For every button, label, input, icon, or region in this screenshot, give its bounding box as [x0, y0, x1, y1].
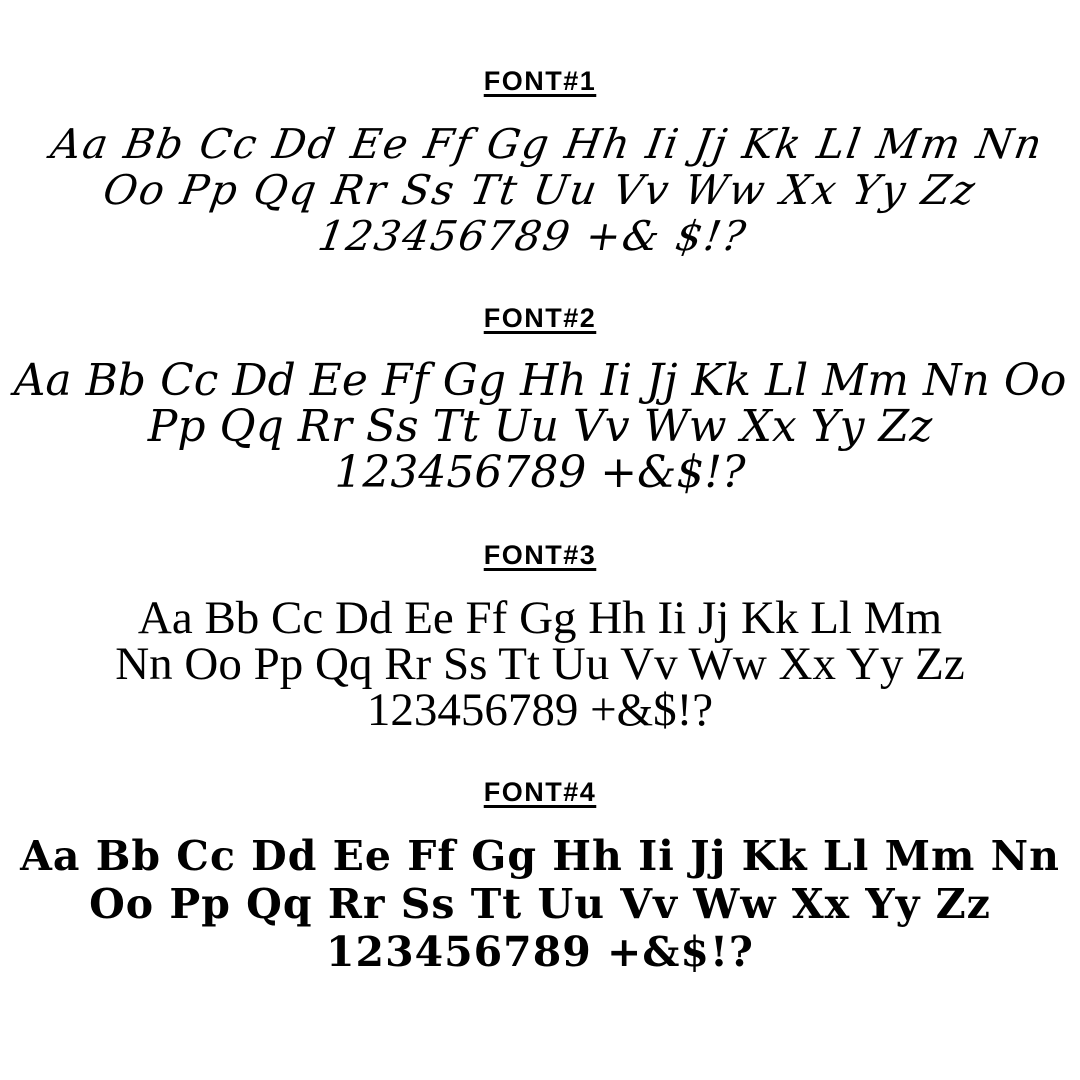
- specimen-line: 123456789 +&$!?: [326, 928, 754, 976]
- specimen-line: Oo Pp Qq Rr Ss Tt Uu Vv Ww Xx Yy Zz: [100, 166, 980, 214]
- font3-specimen: [0, 592, 1080, 736]
- font4-header: FONT#4: [483, 777, 597, 807]
- specimen-line: 123456789 +&$!?: [334, 447, 746, 498]
- specimen-line: Nn Oo Pp Qq Rr Ss Tt Uu Vv Ww Xx Yy Zz: [115, 638, 965, 690]
- font1-specimen: [0, 121, 1080, 259]
- specimen-line: Pp Qq Rr Ss Tt Uu Vv Ww Xx Yy Zz: [147, 401, 933, 452]
- specimen-line: Aa Bb Cc Dd Ee Ff Gg Hh Ii Jj Kk Ll Mm Nn: [20, 832, 1060, 880]
- font-section-4: [0, 777, 1080, 976]
- specimen-line: Aa Bb Cc Dd Ee Ff Gg Hh Ii Jj Kk Ll Mm: [137, 592, 943, 644]
- font3-header: FONT#3: [483, 540, 597, 570]
- font-section-1: [0, 66, 1080, 259]
- specimen-line: 123456789 +&$!?: [366, 684, 714, 736]
- font1-header: FONT#1: [483, 66, 597, 96]
- specimen-line: 123456789 +& $!?: [314, 212, 751, 260]
- font-section-2: [0, 303, 1080, 496]
- font4-specimen: [0, 832, 1080, 976]
- font2-specimen: [0, 355, 1080, 498]
- specimen-line: Oo Pp Qq Rr Ss Tt Uu Vv Ww Xx Yy Zz: [89, 880, 991, 928]
- specimen-line: Aa Bb Cc Dd Ee Ff Gg Hh Ii Jj Kk Ll Mm Nn Oo: [13, 355, 1067, 406]
- font2-header: FONT#2: [483, 303, 597, 333]
- specimen-line: Aa Bb Cc Dd Ee Ff Gg Hh Ii Jj Kk Ll Mm Nn: [47, 120, 1047, 168]
- font-section-3: [0, 540, 1080, 736]
